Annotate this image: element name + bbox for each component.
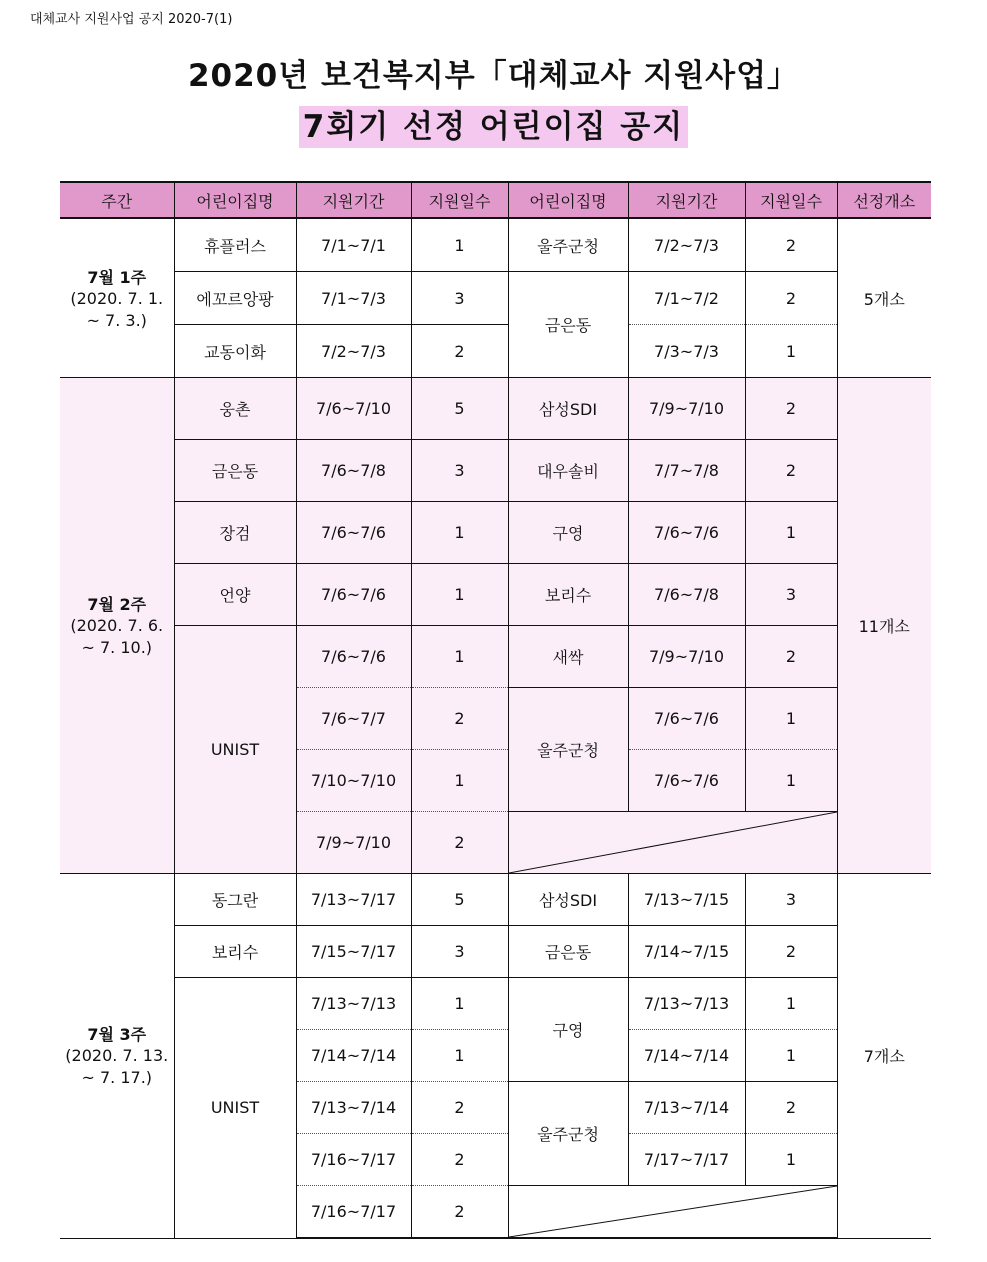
support-days-2: 3 <box>745 874 837 926</box>
support-days-2: 1 <box>745 978 837 1030</box>
selected-count: 11개소 <box>837 378 931 874</box>
support-period-2: 7/6~7/8 <box>628 564 745 626</box>
daycare-name-2: 새싹 <box>508 626 628 688</box>
table-row <box>60 926 931 978</box>
header-daycare-name-2: 어린이집명 <box>508 182 628 218</box>
support-period-2: 7/6~7/6 <box>628 688 745 750</box>
support-period: 7/6~7/6 <box>296 502 411 564</box>
week1-group <box>60 218 931 378</box>
daycare-name-2: 금은동 <box>508 926 628 978</box>
table-row <box>60 218 931 272</box>
page-title: 2020년 보건복지부「대체교사 지원사업」 <box>187 58 800 94</box>
week-range-start: (2020. 7. 1. <box>70 288 164 308</box>
support-period-2: 7/9~7/10 <box>628 378 745 440</box>
support-period: 7/10~7/10 <box>296 750 411 812</box>
week2-group <box>60 378 931 874</box>
daycare-name-2: 울주군청 <box>508 218 628 272</box>
support-period: 7/15~7/17 <box>296 926 411 978</box>
week2-cell <box>60 378 174 874</box>
support-period: 7/6~7/6 <box>296 564 411 626</box>
week-label: 7월 3주 <box>87 1025 147 1045</box>
subtitle-wrap <box>0 106 987 148</box>
support-days: 1 <box>411 978 508 1030</box>
daycare-name-2: 구영 <box>508 978 628 1082</box>
diagonal-line <box>509 1186 837 1237</box>
support-days: 2 <box>411 1082 508 1134</box>
week3-cell <box>60 874 174 1239</box>
support-period-2: 7/13~7/14 <box>628 1082 745 1134</box>
support-days-2: 1 <box>745 1030 837 1082</box>
support-days: 2 <box>411 1186 508 1239</box>
header-daycare-name: 어린이집명 <box>174 182 296 218</box>
support-period: 7/6~7/6 <box>296 626 411 688</box>
table-row <box>60 502 931 564</box>
support-days: 3 <box>411 272 508 325</box>
support-days: 1 <box>411 218 508 272</box>
support-days: 2 <box>411 1134 508 1186</box>
header-row <box>60 182 931 218</box>
support-days-2: 2 <box>745 272 837 325</box>
selected-count: 5개소 <box>837 218 931 378</box>
week3-group <box>60 874 931 1239</box>
daycare-name: 교동이화 <box>174 325 296 378</box>
support-days-2: 2 <box>745 378 837 440</box>
daycare-name: 금은동 <box>174 440 296 502</box>
diagonal-line <box>509 812 837 873</box>
header-support-days-2: 지원일수 <box>745 182 837 218</box>
support-days-2: 2 <box>745 926 837 978</box>
table-row <box>60 378 931 440</box>
support-period: 7/2~7/3 <box>296 325 411 378</box>
daycare-name: 동그란 <box>174 874 296 926</box>
support-period-2: 7/1~7/2 <box>628 272 745 325</box>
support-days-2: 3 <box>745 564 837 626</box>
support-days: 1 <box>411 564 508 626</box>
support-days-2: 1 <box>745 1134 837 1186</box>
header-selected-count: 선정개소 <box>837 182 931 218</box>
daycare-name: UNIST <box>174 626 296 874</box>
support-days: 2 <box>411 325 508 378</box>
support-period: 7/1~7/1 <box>296 218 411 272</box>
daycare-name-2: 보리수 <box>508 564 628 626</box>
daycare-name-2: 울주군청 <box>508 688 628 812</box>
support-days: 2 <box>411 812 508 874</box>
table-row <box>60 272 931 325</box>
week-range-end: ~ 7. 10.) <box>81 638 153 657</box>
page-subtitle: 7회기 선정 어린이집 공지 <box>299 106 688 148</box>
daycare-name-2: 울주군청 <box>508 1082 628 1186</box>
support-period-2: 7/7~7/8 <box>628 440 745 502</box>
table-row <box>60 978 931 1030</box>
document-reference: 대체교사 지원사업 공지 2020-7(1) <box>30 12 233 27</box>
daycare-name-2: 구영 <box>508 502 628 564</box>
daycare-name: 언양 <box>174 564 296 626</box>
daycare-name: 장검 <box>174 502 296 564</box>
support-period: 7/1~7/3 <box>296 272 411 325</box>
daycare-name-2: 대우솔비 <box>508 440 628 502</box>
selection-table <box>60 181 931 1239</box>
empty-diagonal-cell <box>508 812 837 874</box>
support-period-2: 7/14~7/15 <box>628 926 745 978</box>
support-days-2: 1 <box>745 688 837 750</box>
support-period-2: 7/3~7/3 <box>628 325 745 378</box>
support-period: 7/6~7/8 <box>296 440 411 502</box>
support-period: 7/13~7/17 <box>296 874 411 926</box>
daycare-name: 휴플러스 <box>174 218 296 272</box>
header-support-period: 지원기간 <box>296 182 411 218</box>
support-period-2: 7/14~7/14 <box>628 1030 745 1082</box>
table-row <box>60 564 931 626</box>
support-days: 5 <box>411 874 508 926</box>
support-period-2: 7/13~7/13 <box>628 978 745 1030</box>
week-range-start: (2020. 7. 13. <box>65 1046 169 1066</box>
support-period-2: 7/17~7/17 <box>628 1134 745 1186</box>
table-row <box>60 874 931 926</box>
week-range-end: ~ 7. 17.) <box>81 1068 153 1088</box>
week-label: 7월 2주 <box>87 595 147 614</box>
table-row <box>60 440 931 502</box>
support-period: 7/6~7/7 <box>296 688 411 750</box>
support-days-2: 2 <box>745 626 837 688</box>
support-days: 1 <box>411 502 508 564</box>
support-days: 3 <box>411 926 508 978</box>
support-period-2: 7/9~7/10 <box>628 626 745 688</box>
support-period-2: 7/6~7/6 <box>628 502 745 564</box>
week-label: 7월 1주 <box>87 267 147 287</box>
support-days: 3 <box>411 440 508 502</box>
support-period-2: 7/6~7/6 <box>628 750 745 812</box>
support-period-2: 7/2~7/3 <box>628 218 745 272</box>
week-range-end: ~ 7. 3.) <box>86 310 147 330</box>
support-days-2: 1 <box>745 325 837 378</box>
support-days-2: 2 <box>745 1082 837 1134</box>
daycare-name-2: 삼성SDI <box>508 378 628 440</box>
daycare-name: 보리수 <box>174 926 296 978</box>
table-row <box>60 626 931 688</box>
support-period: 7/14~7/14 <box>296 1030 411 1082</box>
daycare-name: UNIST <box>174 978 296 1239</box>
header-support-period-2: 지원기간 <box>628 182 745 218</box>
support-period: 7/13~7/13 <box>296 978 411 1030</box>
support-period: 7/9~7/10 <box>296 812 411 874</box>
selected-count: 7개소 <box>837 874 931 1239</box>
support-days-2: 2 <box>745 218 837 272</box>
week1-cell <box>60 218 174 378</box>
support-period: 7/16~7/17 <box>296 1186 411 1239</box>
support-days: 1 <box>411 1030 508 1082</box>
daycare-name-2: 금은동 <box>508 272 628 378</box>
support-period: 7/13~7/14 <box>296 1082 411 1134</box>
support-period: 7/6~7/10 <box>296 378 411 440</box>
table-row <box>60 325 931 378</box>
empty-diagonal-cell <box>508 1186 837 1239</box>
support-days-2: 2 <box>745 440 837 502</box>
week-range-start: (2020. 7. 6. <box>70 616 164 635</box>
support-days: 5 <box>411 378 508 440</box>
support-days: 2 <box>411 688 508 750</box>
support-days: 1 <box>411 626 508 688</box>
support-days-2: 1 <box>745 502 837 564</box>
daycare-name: 에꼬르앙팡 <box>174 272 296 325</box>
support-period: 7/16~7/17 <box>296 1134 411 1186</box>
support-days-2: 1 <box>745 750 837 812</box>
support-days: 1 <box>411 750 508 812</box>
header-week: 주간 <box>60 182 174 218</box>
daycare-name: 웅촌 <box>174 378 296 440</box>
support-period-2: 7/13~7/15 <box>628 874 745 926</box>
header-support-days: 지원일수 <box>411 182 508 218</box>
daycare-name-2: 삼성SDI <box>508 874 628 926</box>
